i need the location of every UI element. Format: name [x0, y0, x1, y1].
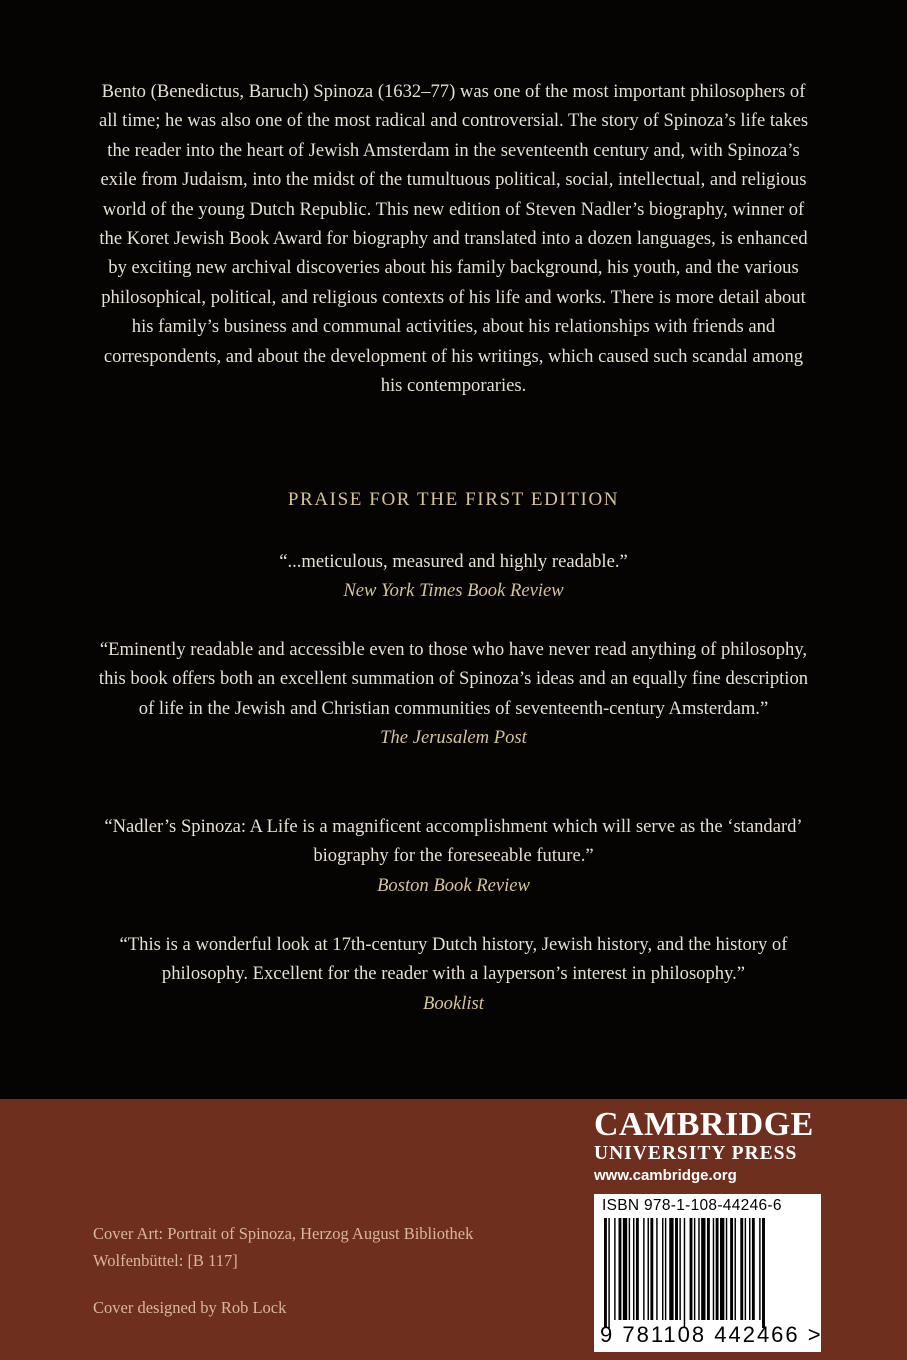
review-3: [96, 812, 811, 900]
review-4: [96, 930, 811, 1018]
isbn-label: ISBN 978-1-108-44246-6: [602, 1197, 782, 1214]
book-description: Bento (Benedictus, Baruch) Spinoza (1632–77) was one of the most important philosophers of all time; he was also one of the most radical and controversial. The story of Spinoza’s life takes the reader into the heart of Jewish Amsterdam in the seventeenth century and, with Spinoza’s exile from Judaism, into the midst of the tumultuous political, social, intellectual, and religious world of the young Dutch Republic. This new edition of Steven Nadler’s biography, winner of the Koret Jewish Book Award for biography and translated into a dozen languages, is enhanced by exciting new archival discoveries about his family background, his youth, and the various philosophical, political, and religious contexts of his life and works. There is more detail about his family’s business and communal activities, about his relationships with friends and correspondents, and about the development of his writings, which caused such scandal among his contemporaries.: [98, 81, 809, 397]
publisher-url: www.cambridge.org: [594, 1167, 737, 1184]
cover-art-line-2: Wolfenbüttel: [B 117]: [93, 1251, 238, 1270]
publisher-logo: [594, 1107, 834, 1187]
cover-art-credit: [93, 1220, 473, 1274]
publisher-footer: [0, 1099, 907, 1360]
review-source: New York Times Book Review: [343, 580, 564, 602]
praise-heading: PRAISE FOR THE FIRST EDITION: [287, 489, 620, 510]
barcode-panel: [594, 1194, 821, 1352]
review-quote: “This is a wonderful look at 17th-century Dutch history, Jewish history, and the history of philosophy. Excellent for the reader with a layperson’s interest in philosophy.”: [119, 934, 788, 985]
review-1: [96, 547, 811, 606]
publisher-name: CAMBRIDGE: [594, 1106, 814, 1143]
cover-art-line-1: Cover Art: Portrait of Spinoza, Herzog August Bibliothek: [93, 1224, 474, 1243]
review-quote: “Nadler’s Spinoza: A Life is a magnificent accomplishment which will serve as the ‘standard’ biography for the foreseeable future.”: [104, 816, 803, 867]
publisher-subtitle: UNIVERSITY PRESS: [594, 1143, 798, 1164]
barcode-digits: 9 781108 442466 >: [600, 1322, 823, 1347]
review-source: The Jerusalem Post: [380, 727, 527, 749]
review-source: Boston Book Review: [377, 874, 530, 896]
designer-credit: Cover designed by Rob Lock: [93, 1298, 287, 1317]
review-source: Booklist: [423, 992, 484, 1014]
review-quote: “...meticulous, measured and highly readable.”: [279, 551, 628, 572]
review-quote: “Eminently readable and accessible even to those who have never read anything of philosophy, this book offers both an excellent summation of Spinoza’s ideas and an equally fine description of life in the Jewish and Christian communities of seventeenth-century Amsterdam.”: [98, 639, 809, 719]
review-2: [96, 635, 811, 753]
